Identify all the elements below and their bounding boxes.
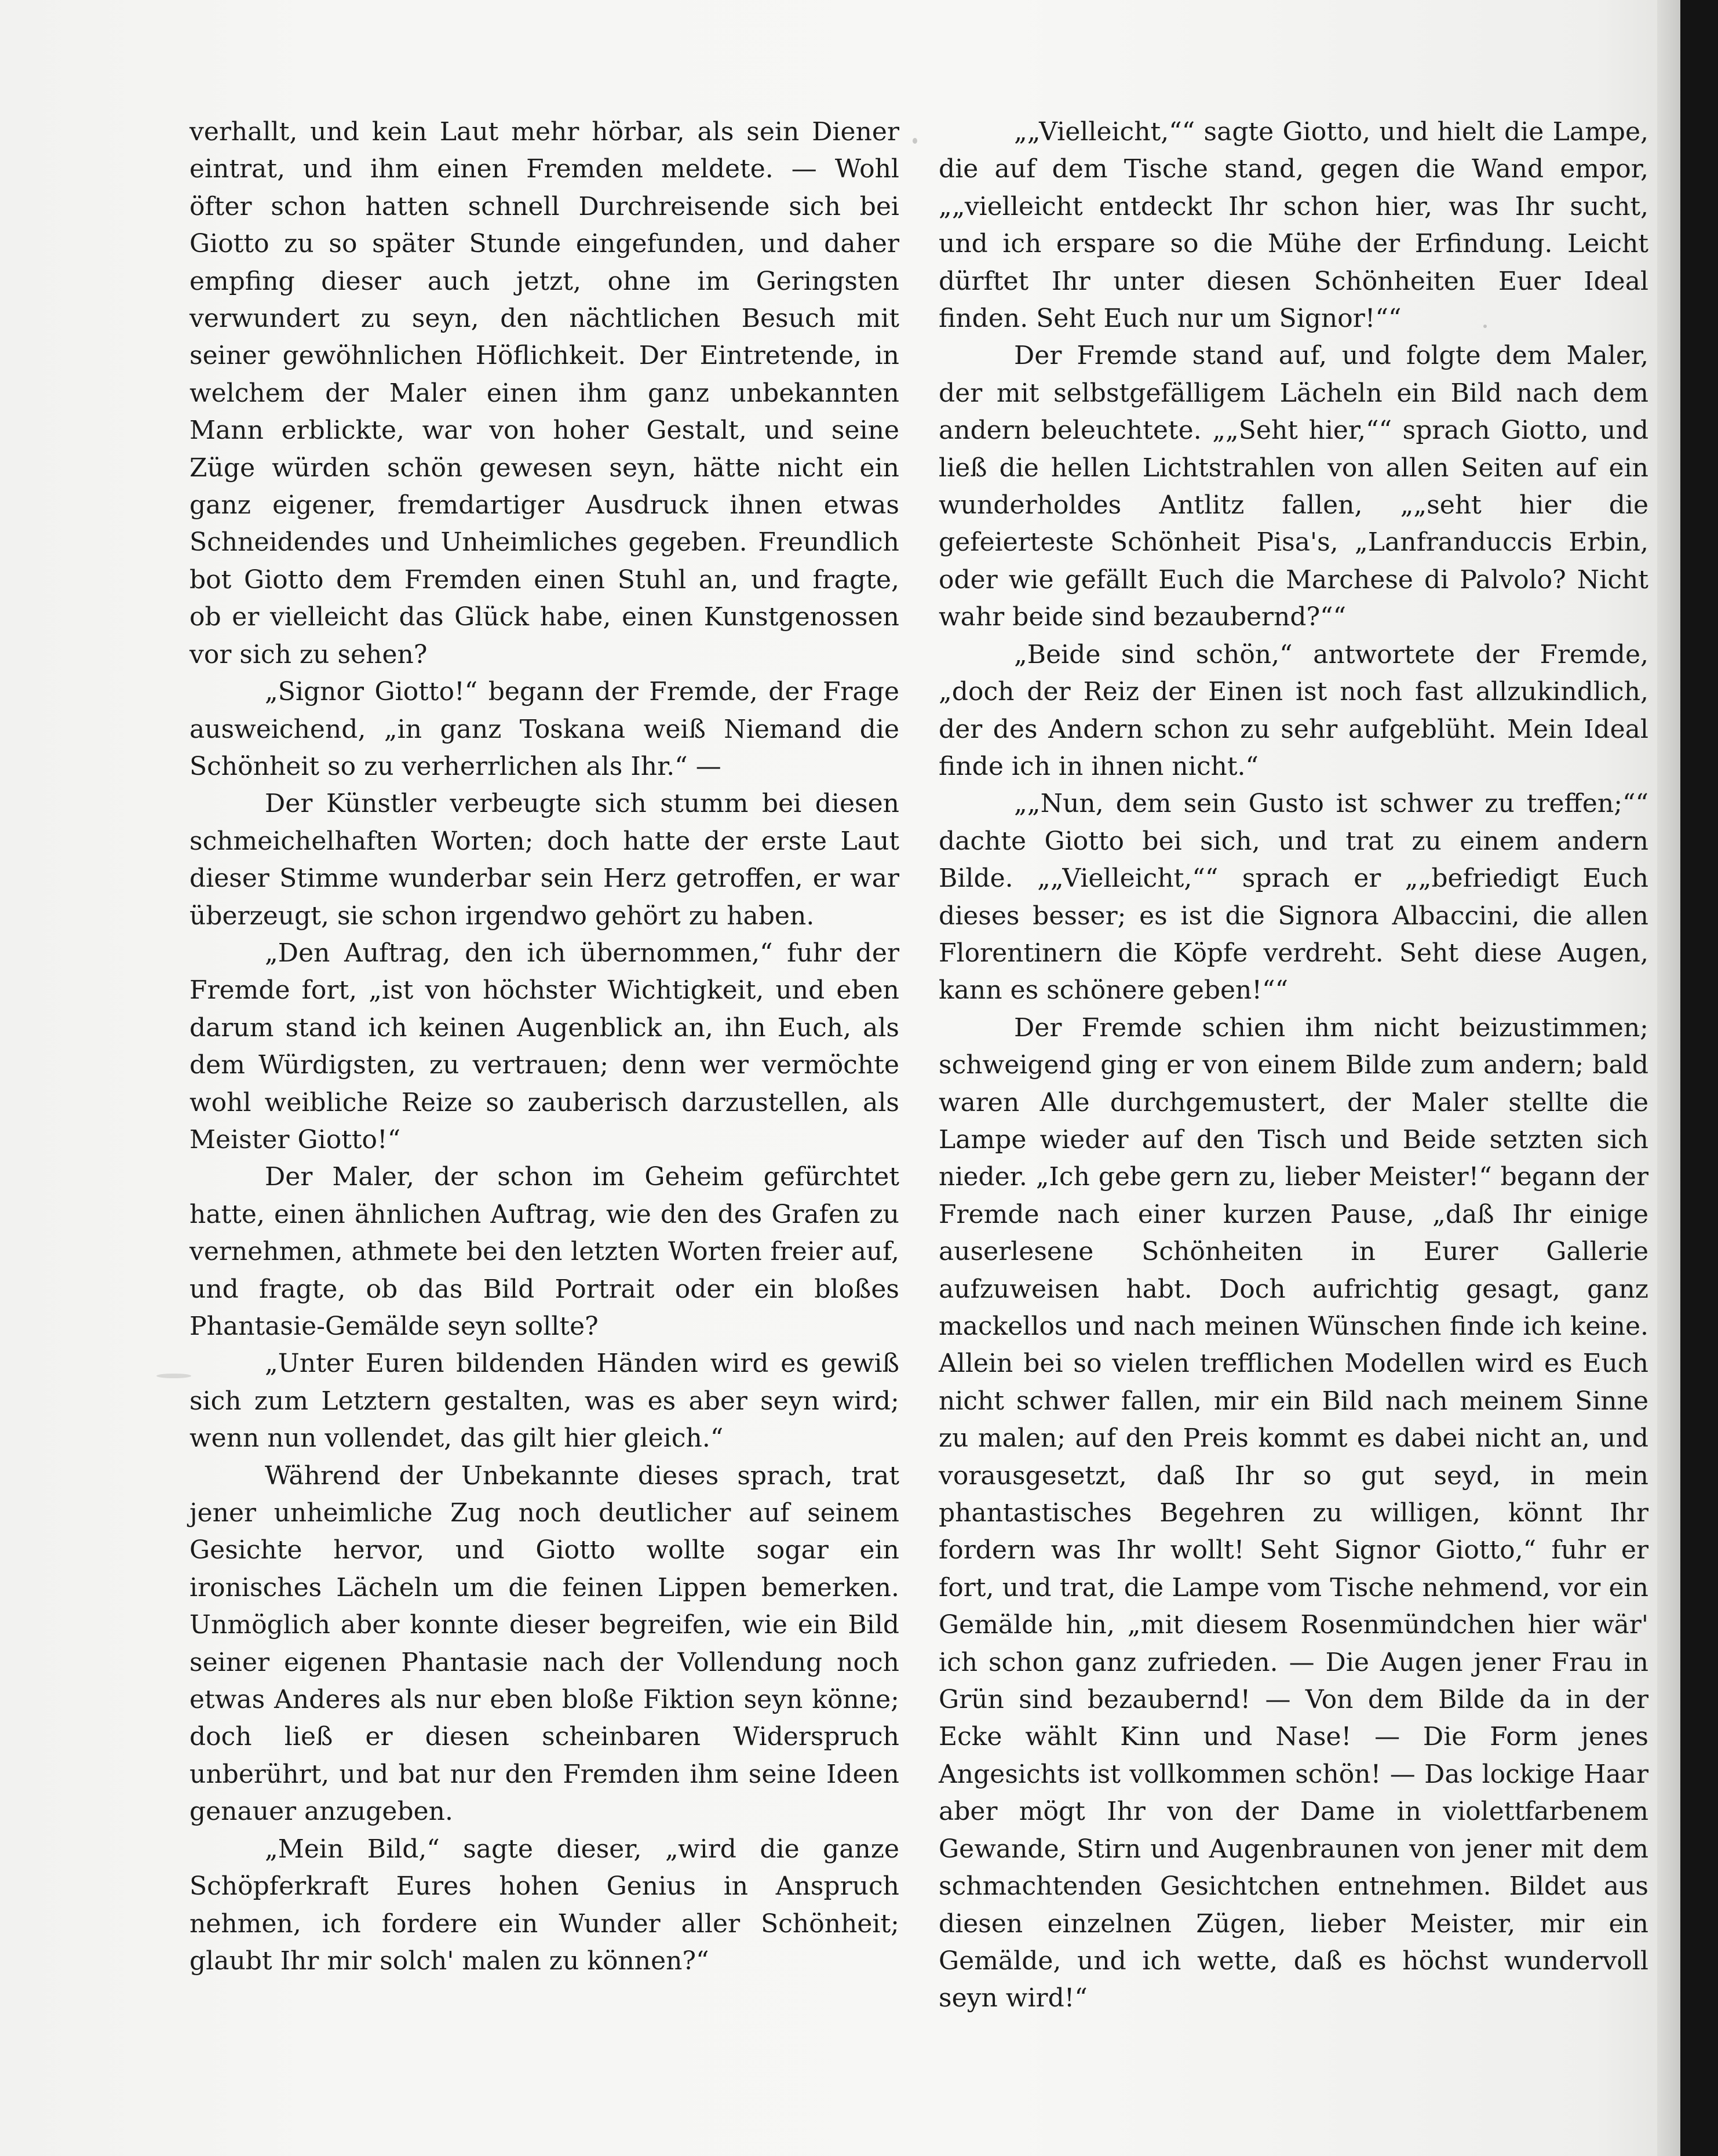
paragraph: „„Vielleicht,““ sagte Giotto, und hielt die Lampe, die auf dem Tische stand, gegen die Wand empor, „„vielleicht entdeckt Ihr schon hier, was Ihr sucht, und ich erspare so die Mühe der Erfindung. Leicht dürftet Ihr unter diesen Schönheiten Euer Ideal finden. Seht Euch nur um Signor!““ [939,117,1648,334]
right-text-column [939,114,1648,2017]
paragraph: Der Künstler verbeugte sich stumm bei diesen schmeichelhaften Worten; doch hatte der erste Laut dieser Stimme wunderbar sein Herz getroffen, er war überzeugt, sie schon irgendwo gehört zu haben. [189,789,899,931]
paragraph: „Den Auftrag, den ich übernommen,“ fuhr der Fremde fort, „ist von höchster Wichtigkeit, und eben darum stand ich keinen Augenblick an, ihn Euch, als dem Würdigsten, zu vertrauen; denn wer vermöchte wohl weibliche Reize so zauberisch darzustellen, als Meister Giotto!“ [189,938,899,1155]
paragraph: „„Nun, dem sein Gusto ist schwer zu treffen;““ dachte Giotto bei sich, und trat zu einem andern Bilde. „„Vielleicht,““ sprach er „„befriedigt Euch dieses besser; es ist die Signora Albaccini, die allen Florentinern die Köpfe verdreht. Seht diese Augen, kann es schönere geben!““ [939,789,1648,1006]
ink-speck [156,1374,191,1378]
paragraph: verhallt, und kein Laut mehr hörbar, als sein Diener eintrat, und ihm einen Fremden meldete. — Wohl öfter schon hatten schnell Durchreisende sich bei Giotto zu so später Stunde eingefunden, und daher empfing dieser auch jetzt, ohne im Geringsten verwundert zu seyn, den nächtlichen Besuch mit seiner gewöhnlichen Höflichkeit. Der Eintretende, in welchem der Maler einen ihm ganz unbekannten Mann erblickte, war von hoher Gestalt, und seine Züge würden schön gewesen seyn, hätte nicht ein ganz eigener, fremdartiger Ausdruck ihnen etwas Schneidendes und Unheimliches gegeben. Freundlich bot Giotto dem Fremden einen Stuhl an, und fragte, ob er vielleicht das Glück habe, einen Kunstgenossen vor sich zu sehen? [189,117,899,669]
paragraph: Der Fremde schien ihm nicht beizustimmen; schweigend ging er von einem Bilde zum andern; bald waren Alle durchgemustert, der Maler stellte die Lampe wieder auf den Tisch und Beide setzten sich nieder. „Ich gebe gern zu, lieber Meister!“ begann der Fremde nach einer kurzen Pause, „daß Ihr einige auserlesene Schönheiten in Eurer Gallerie aufzuweisen habt. Doch aufrichtig gesagt, ganz mackellos und nach meinen Wünschen finde ich keine. Allein bei so vielen trefflichen Modellen wird es Euch nicht schwer fallen, mir ein Bild nach meinem Sinne zu malen; auf den Preis kommt es dabei nicht an, und vorausgesetzt, daß Ihr so gut seyd, in mein phantastisches Begehren zu willigen, könnt Ihr fordern was Ihr wollt! Seht Signor Giotto,“ fuhr er fort, und trat, die Lampe vom Tische nehmend, vor ein Gemälde hin, „mit diesem Rosenmündchen hier wär' ich schon ganz zufrieden. — Die Augen jener Frau in Grün sind bezaubernd! — Von dem Bilde da in der Ecke wählt Kinn und Nase! — Die Form jenes Angesichts ist vollkommen schön! — Das lockige Haar aber mögt Ihr von der Dame in violettfarbenem Gewande, Stirn und Augenbraunen von jener mit dem schmachtenden Gesichtchen entnehmen. Bildet aus diesen einzelnen Zügen, lieber Meister, mir ein Gemälde, und ich wette, daß es höchst wundervoll seyn wird!“ [939,1013,1648,2013]
paragraph: Der Maler, der schon im Geheim gefürchtet hatte, einen ähnlichen Auftrag, wie den des Grafen zu vernehmen, athmete bei den letzten Worten freier auf, und fragte, ob das Bild Portrait oder ein bloßes Phantasie-Gemälde seyn sollte? [189,1162,899,1341]
book-binding [1680,0,1718,2156]
paragraph: „Beide sind schön,“ antwortete der Fremde, „doch der Reiz der Einen ist noch fast allzukindlich, der des Andern schon zu sehr aufgeblüht. Mein Ideal finde ich in ihnen nicht.“ [939,639,1648,781]
paragraph: „Unter Euren bildenden Händen wird es gewiß sich zum Letztern gestalten, was es aber seyn wird; wenn nun vollendet, das gilt hier gleich.“ [189,1349,899,1454]
left-text-column [189,114,899,1980]
paragraph: „Mein Bild,“ sagte dieser, „wird die ganze Schöpferkraft Eures hohen Genius in Anspruch nehmen, ich fordere ein Wunder aller Schönheit; glaubt Ihr mir solch' malen zu können?“ [189,1834,899,1976]
page-edge [1657,0,1680,2156]
ink-speck [913,138,917,144]
paragraph: „Signor Giotto!“ begann der Fremde, der Frage ausweichend, „in ganz Toskana weiß Niemand die Schönheit so zu verherrlichen als Ihr.“ — [189,677,899,781]
paragraph: Der Fremde stand auf, und folgte dem Maler, der mit selbstgefälligem Lächeln ein Bild nach dem andern beleuchtete. „„Seht hier,““ sprach Giotto, und ließ die hellen Lichtstrahlen von allen Seiten auf ein wunderholdes Antlitz fallen, „„seht hier die gefeierteste Schönheit Pisa's, „Lanfranduccis Erbin, oder wie gefällt Euch die Marchese di Palvolo? Nicht wahr beide sind bezaubernd?““ [939,341,1648,632]
paragraph: Während der Unbekannte dieses sprach, trat jener unheimliche Zug noch deutlicher auf seinem Gesichte hervor, und Giotto wollte sogar ein ironisches Lächeln um die feinen Lippen bemerken. Unmöglich aber konnte dieser begreifen, wie ein Bild seiner eigenen Phantasie nach der Vollendung noch etwas Anderes als nur eben bloße Fiktion seyn könne; doch ließ er diesen scheinbaren Widerspruch unberührt, und bat nur den Fremden ihm seine Ideen genauer anzugeben. [189,1461,899,1827]
